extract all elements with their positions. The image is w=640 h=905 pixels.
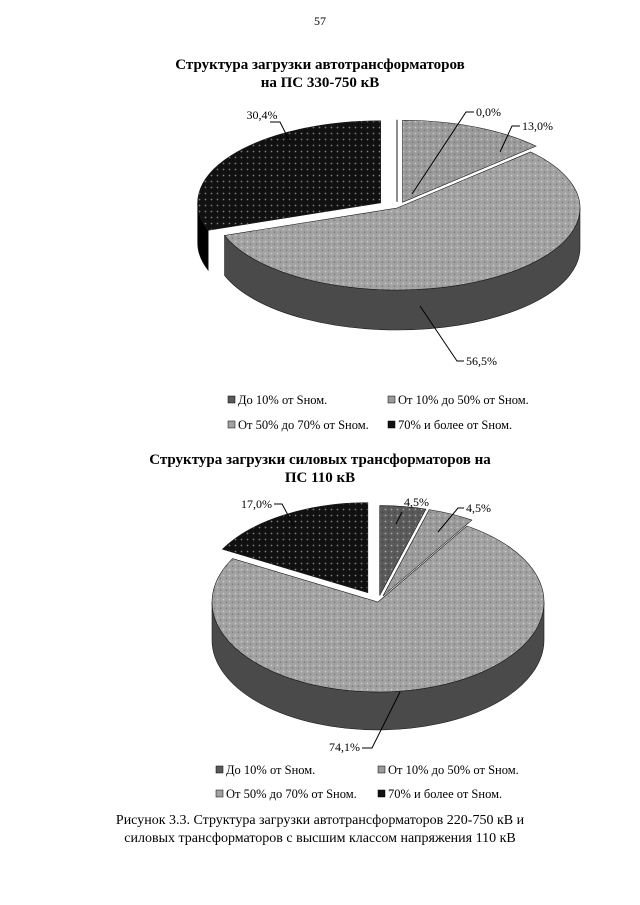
- chart1-title-line1: Структура загрузки автотрансформаторов: [175, 57, 465, 73]
- chart2-legend-label-0: До 10% от Sном.: [226, 763, 316, 777]
- chart1-legend-label-3: 70% и более от Sном.: [398, 418, 513, 432]
- chart1-data-label-3: 30,4%: [246, 108, 278, 122]
- chart1-pie: [0, 96, 640, 441]
- chart2-legend-swatch-1: [378, 766, 385, 773]
- chart2-legend-label-2: От 50% до 70% от Sном.: [226, 787, 357, 801]
- chart2-pie: [0, 490, 640, 808]
- caption-line2: силовых трансформаторов с высшим классом напряжения 110 кВ: [124, 831, 516, 846]
- chart2-title-line1: Структура загрузки силовых трансформаторов на: [149, 452, 491, 468]
- chart2-legend-swatch-2: [216, 790, 223, 797]
- figure-caption: [0, 812, 640, 848]
- chart2-title: [0, 451, 640, 487]
- chart2-data-label-3: 17,0%: [241, 497, 272, 511]
- chart1-slice-3: [198, 121, 381, 230]
- chart2-legend-swatch-0: [216, 766, 223, 773]
- chart2-title-line2: ПС 110 кВ: [284, 470, 356, 486]
- chart1-legend-swatch-2: [228, 421, 235, 428]
- chart1-data-label-0: 0,0%: [476, 105, 501, 119]
- chart2-legend-label-3: 70% и более от Sном.: [388, 787, 503, 801]
- chart2-data-label-0: 4,5%: [404, 495, 429, 509]
- chart1-title-line2: на ПС 330-750 кВ: [260, 75, 380, 91]
- chart1-data-label-1: 13,0%: [522, 119, 553, 133]
- chart1-title: [0, 56, 640, 92]
- chart2-data-label-2: 74,1%: [329, 740, 360, 754]
- chart1-legend-swatch-1: [388, 396, 395, 403]
- chart1-legend-label-2: От 50% до 70% от Sном.: [238, 418, 369, 432]
- chart2-data-label-1: 4,5%: [466, 501, 491, 515]
- chart1-data-label-2: 56,5%: [466, 354, 497, 368]
- chart2-legend-swatch-3: [378, 790, 385, 797]
- chart2-legend-label-1: От 10% до 50% от Sном.: [388, 763, 519, 777]
- chart1-legend-label-0: До 10% от Sном.: [238, 393, 328, 407]
- chart1-legend-swatch-3: [388, 421, 395, 428]
- chart1-legend-swatch-0: [228, 396, 235, 403]
- chart1-legend-label-1: От 10% до 50% от Sном.: [398, 393, 529, 407]
- page-number: 57: [314, 14, 326, 28]
- caption-line1: Рисунок 3.3. Структура загрузки автотрансформаторов 220-750 кВ и: [115, 813, 525, 828]
